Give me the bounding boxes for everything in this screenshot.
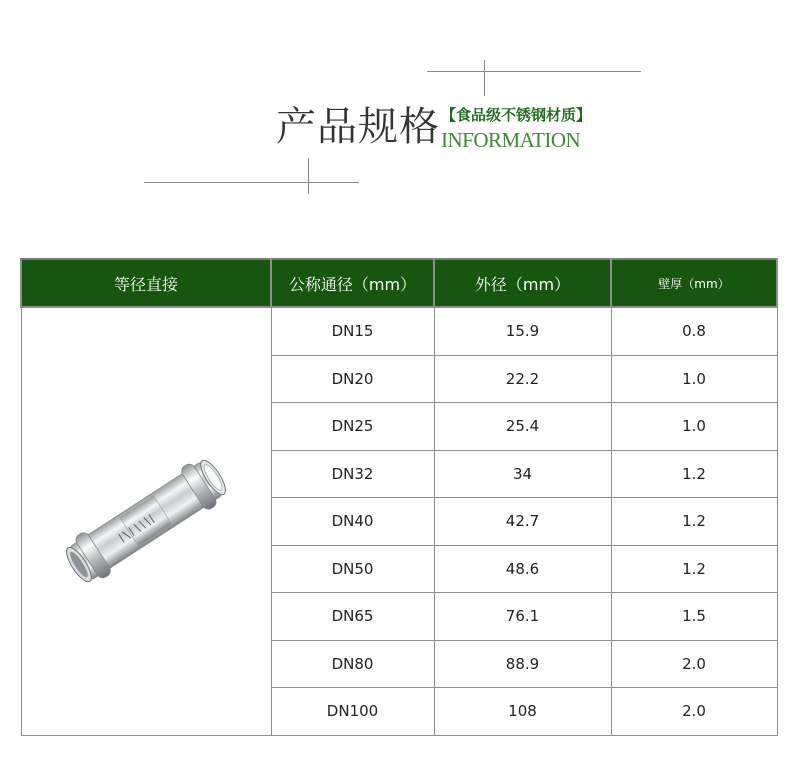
cell-dn: DN80 — [271, 640, 434, 688]
cell-wall: 1.2 — [611, 545, 777, 593]
header-product: 等径直接 — [21, 259, 271, 307]
cell-od: 34 — [434, 450, 611, 498]
cell-dn: DN40 — [271, 498, 434, 546]
deco-line-top — [427, 71, 641, 72]
cell-dn: DN15 — [271, 307, 434, 355]
cell-wall: 1.2 — [611, 450, 777, 498]
cell-wall: 2.0 — [611, 640, 777, 688]
header-nominal-diameter: 公称通径（mm） — [271, 259, 434, 307]
page-subtitle-en: INFORMATION — [441, 128, 581, 152]
cell-dn: DN50 — [271, 545, 434, 593]
cell-dn: DN65 — [271, 593, 434, 641]
cell-od: 42.7 — [434, 498, 611, 546]
cell-wall: 1.5 — [611, 593, 777, 641]
cell-dn: DN100 — [271, 688, 434, 736]
pipe-coupling-image — [46, 431, 246, 611]
cell-od: 48.6 — [434, 545, 611, 593]
deco-line-top-vertical — [484, 60, 485, 96]
cell-wall: 2.0 — [611, 688, 777, 736]
spec-table — [20, 258, 778, 736]
cell-od: 15.9 — [434, 307, 611, 355]
table-row — [21, 307, 777, 355]
cell-od: 108 — [434, 688, 611, 736]
cell-od: 76.1 — [434, 593, 611, 641]
cell-dn: DN25 — [271, 403, 434, 451]
deco-line-bottom-vertical — [308, 158, 309, 194]
cell-od: 88.9 — [434, 640, 611, 688]
cell-od: 22.2 — [434, 355, 611, 403]
cell-wall: 1.2 — [611, 498, 777, 546]
cell-od: 25.4 — [434, 403, 611, 451]
cell-wall: 1.0 — [611, 403, 777, 451]
cell-dn: DN20 — [271, 355, 434, 403]
cell-wall: 0.8 — [611, 307, 777, 355]
deco-line-bottom — [144, 182, 359, 183]
page-title: 产品规格 — [276, 104, 440, 150]
product-image-cell — [21, 307, 271, 735]
table-header-row — [21, 259, 777, 307]
page-subtitle: 【食品级不锈钢材质】 — [441, 106, 592, 124]
cell-dn: DN32 — [271, 450, 434, 498]
cell-wall: 1.0 — [611, 355, 777, 403]
header-wall-thickness: 壁厚（mm） — [611, 259, 777, 307]
header-outer-diameter: 外径（mm） — [434, 259, 611, 307]
